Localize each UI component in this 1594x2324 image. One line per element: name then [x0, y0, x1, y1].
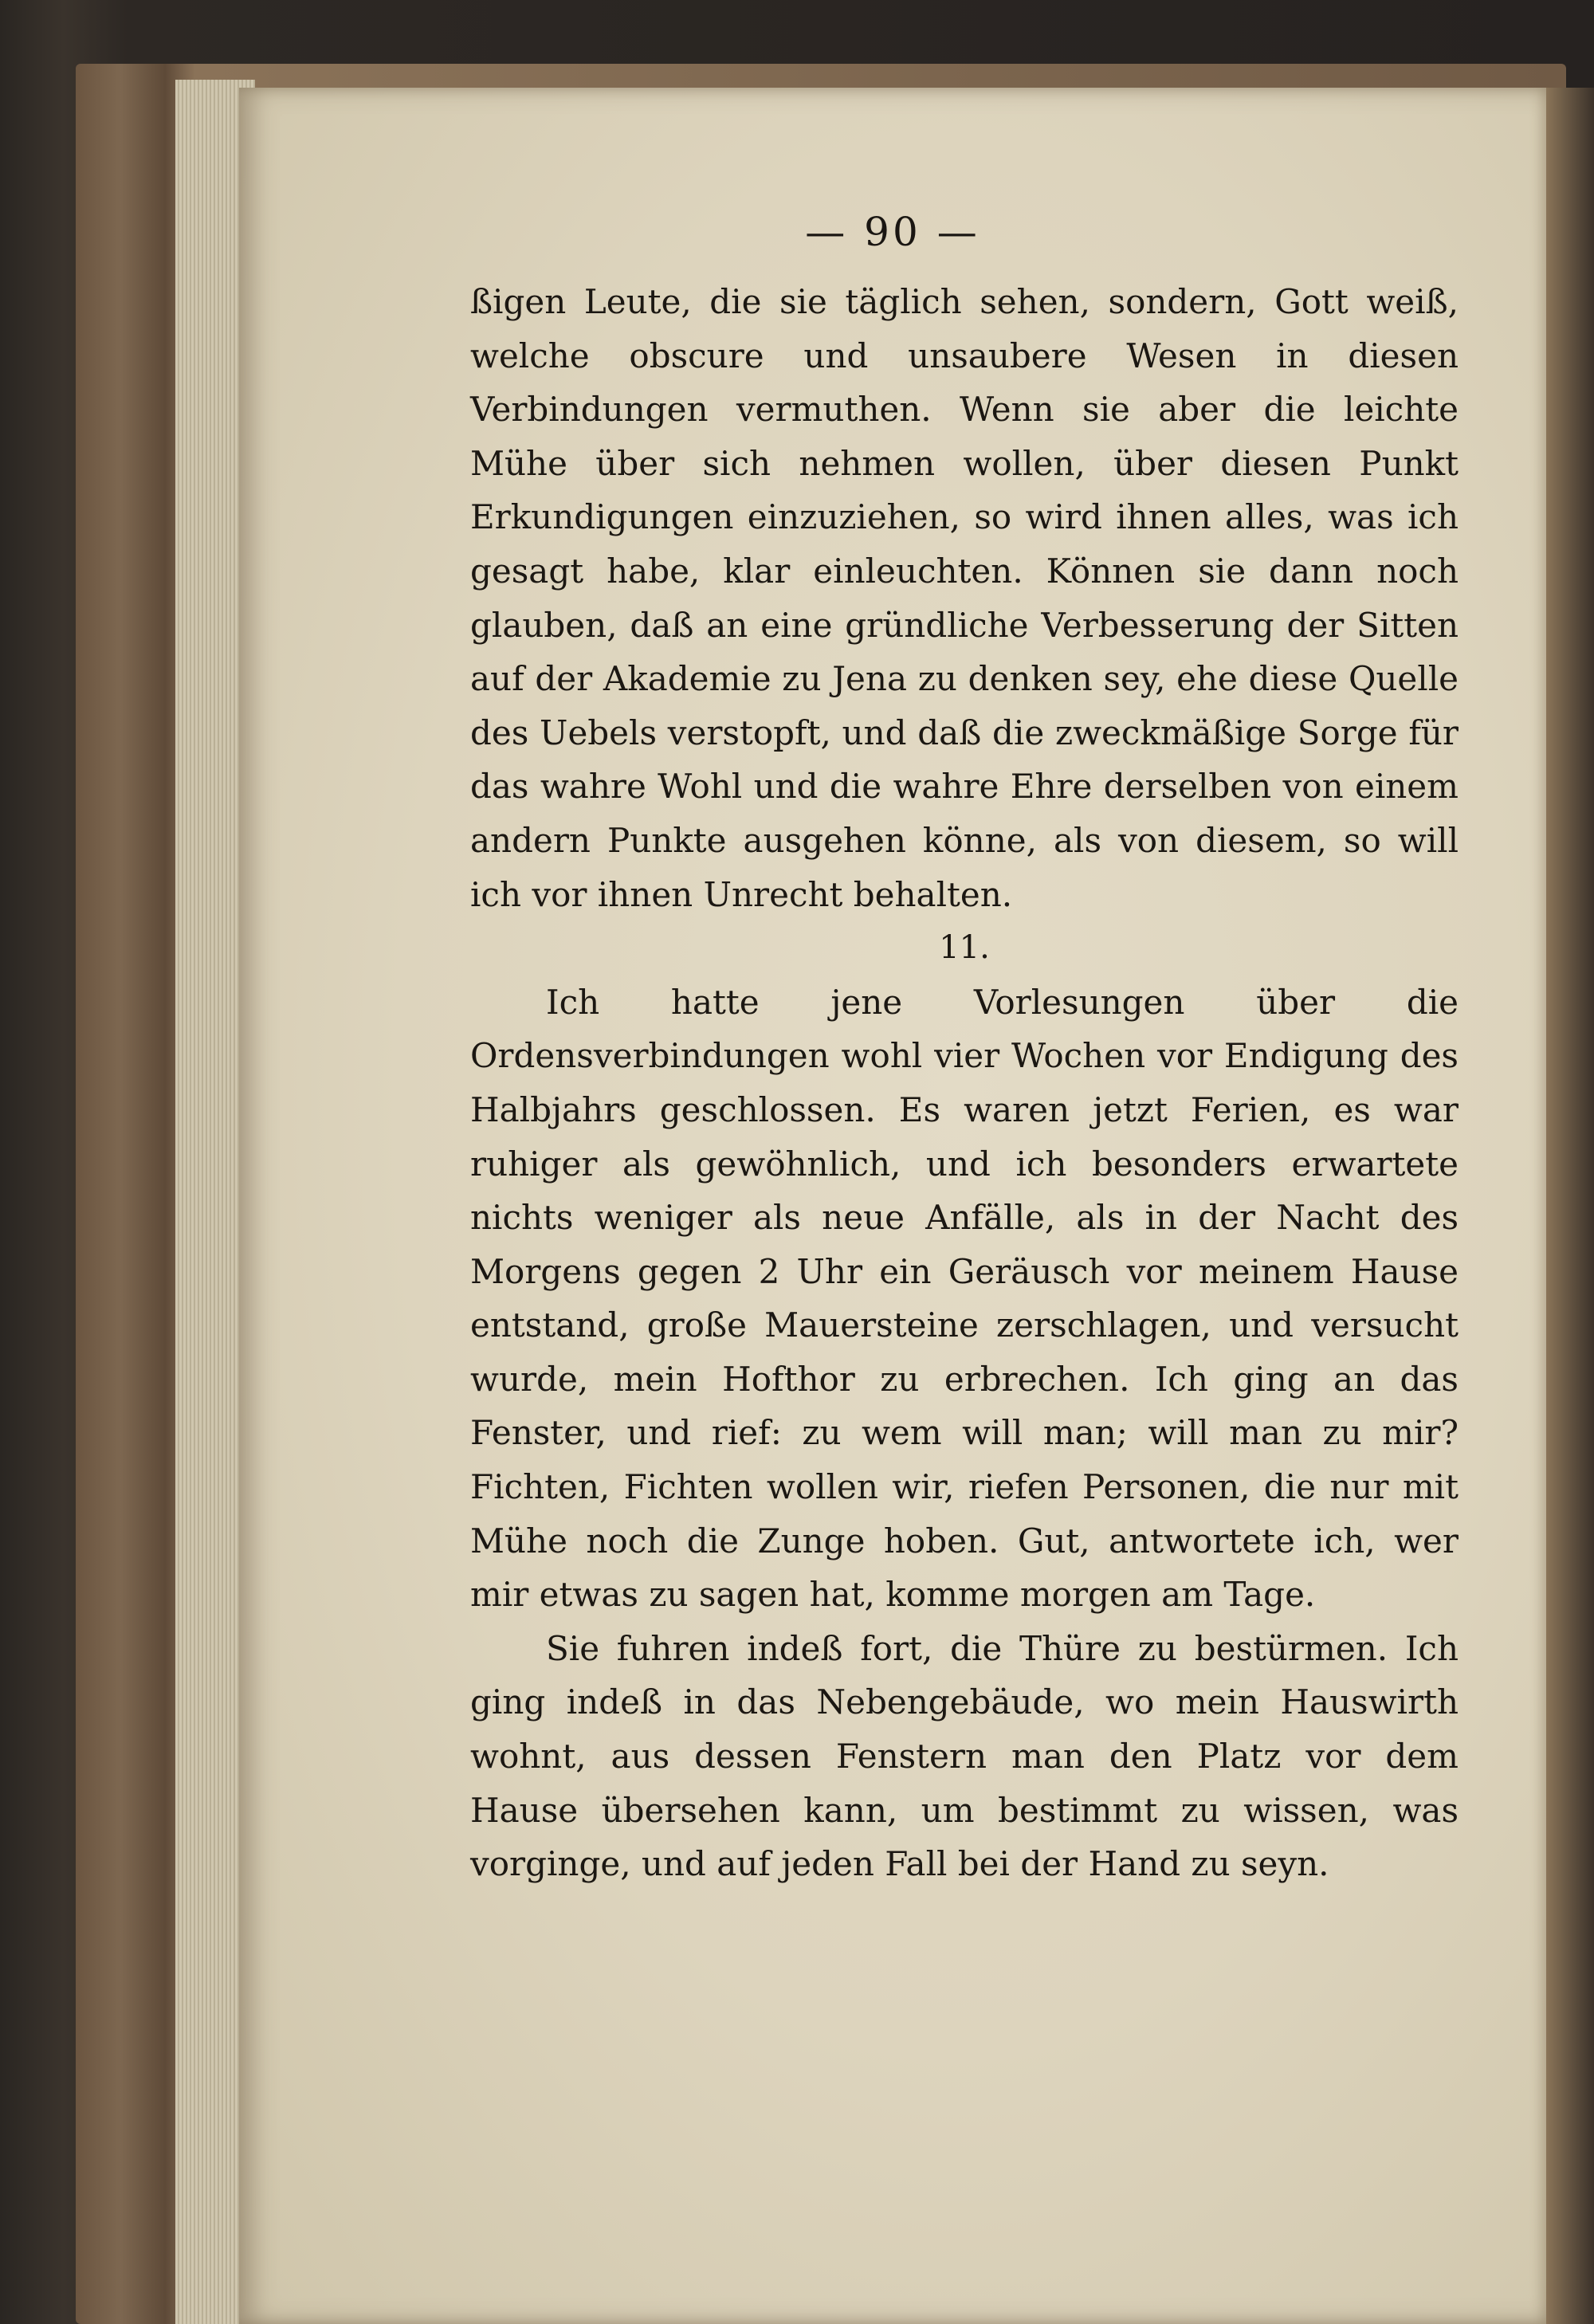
paragraph-continued: ßigen Leute, die sie täglich sehen, sondern, Gott weiß, welche obscure und unsaubere Wesen in diesen Verbindungen vermuthen. Wenn sie aber die leichte Mühe über sich nehmen wollen, über diesen Punkt Erkundigungen einzuziehen, so wird ihnen alles, was ich gesagt habe, klar einleuchten. Können sie dann noch glauben, daß an eine gründliche Verbesserung der Sitten auf der Akademie zu Jena zu denken sey, ehe diese Quelle des Uebels verstopft, und daß die zweckmäßige Sorge für das wahre Wohl und die wahre Ehre derselben von einem andern Punkte ausgehen könne, als von diesem, so will ich vor ihnen Unrecht behalten.: [470, 282, 1459, 914]
section-number: 11.: [939, 929, 990, 967]
paragraph: Sie fuhren indeß fort, die Thüre zu bestürmen. Ich ging indeß in das Nebengebäude, wo mein Hauswirth wohnt, aus dessen Fenstern man den Platz vor dem Hause übersehen kann, um bestimmt zu wissen, was vorginge, und auf jeden Fall bei der Hand zu seyn.: [470, 1628, 1459, 1884]
page-number: — 90 —: [805, 209, 980, 255]
paragraph: Ich hatte jene Vorlesungen über die Ordensverbindungen wohl vier Wochen vor Endigung des Halbjahrs geschlossen. Es waren jetzt Ferien, es war ruhiger als gewöhnlich, und ich besonders erwartete nichts weniger als neue Anfälle, als in der Nacht des Morgens gegen 2 Uhr ein Geräusch vor meinem Hause entstand, große Mauersteine zerschlagen, und versucht wurde, mein Hofthor zu erbrechen. Ich ging an das Fenster, und rief: zu wem will man; will man zu mir? Fichten, Fichten wollen wir, riefen Personen, die nur mit Mühe noch die Zunge hoben. Gut, antwortete ich, wer mir etwas zu sagen hat, komme morgen am Tage.: [470, 982, 1459, 1615]
book-right-edge: [1546, 88, 1594, 2324]
page-text: [470, 275, 1459, 1891]
